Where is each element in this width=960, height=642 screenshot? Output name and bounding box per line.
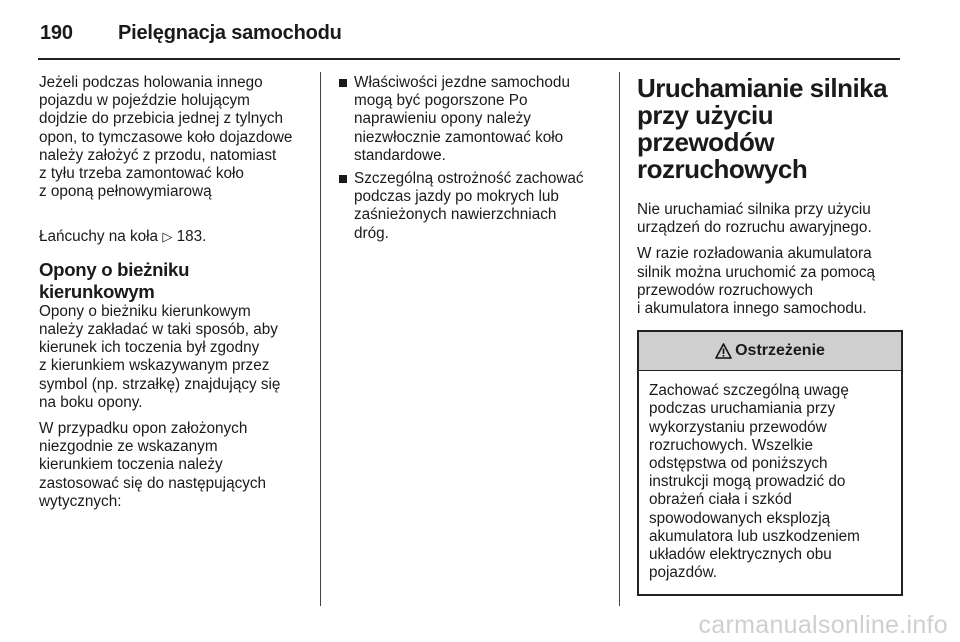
jump-start-paragraph: W razie rozładowania akumulatora silnik można uruchomić za pomocą przewodów rozruchowych i akumulatora innego samochodu. (637, 245, 876, 318)
warning-title: Ostrzeżenie (735, 342, 825, 360)
column-divider-right (619, 72, 620, 606)
watermark: carmanualsonline.info (698, 611, 948, 639)
list-item-text: Właściwości jezdne samochodu mogą być pogorszone Po naprawieniu opony należy niezwłocznie zamontować koło standardowe. (354, 74, 570, 164)
list-item-text: Szczególną ostrożność zachować podczas jazdy po mokrych lub zaśnieżonych nawierzchniach dróg. (354, 170, 584, 242)
towing-paragraph: Jeżeli podczas holowania innego pojazdu w pojeździe holującym dojdzie do przebicia jednej z tylnych opon, to tymczasowe koło dojazdowe należy założyć z przodu, natomiast z tyłu trzeba zamontować koło z oponą pełnowymiarową (39, 74, 293, 201)
column-left (39, 74, 307, 519)
wrong-direction-paragraph: W przypadku opon założonych niezgodnie ze wskazanym kierunkiem toczenia należy zastosować się do następujących wytycznych: (39, 420, 267, 510)
column-right (637, 74, 903, 596)
snow-chains-reference (39, 209, 307, 245)
warning-triangle-icon (715, 343, 732, 359)
bullet-list (339, 74, 601, 243)
header-divider (38, 58, 900, 60)
bullet-square-icon (339, 175, 347, 183)
jump-start-heading: Uruchamianie silnika przy użyciu przewodów rozruchowych (637, 73, 888, 184)
list-item (339, 170, 601, 243)
column-divider-left (320, 72, 321, 606)
page-reference-arrow-icon: ▷ (162, 228, 173, 244)
warning-text: Zachować szczególną uwagę podczas uruchamiania przy wykorzystaniu przewodów rozruchowych. Wszelkie odstępstwa od poniższych instrukcji mogą prowadzić do obrażeń ciała i szkód spowodowanych eksplozją akumulatora lub uszkodzeniem układów elektrycznych obu pojazdów. (649, 382, 860, 582)
jump-start-intro: Nie uruchamiać silnika przy użyciu urządzeń do rozruchu awaryjnego. (637, 201, 872, 237)
column-middle (339, 74, 601, 248)
list-item (339, 74, 601, 165)
page-header (40, 18, 342, 48)
directional-tyres-paragraph: Opony o bieżniku kierunkowym należy zakładać w taki sposób, aby kierunek ich toczenia był zgodny z kierunkiem wskazywanym przez symbol (np. strzałkę) znajdujący się na boku opony. (39, 302, 281, 411)
warning-box (637, 330, 903, 596)
snow-chains-text: Łańcuchy na koła (39, 227, 163, 245)
bullet-square-icon (339, 79, 347, 87)
section-title: Pielęgnacja samochodu (118, 21, 342, 44)
warning-header (639, 332, 901, 371)
page-number: 190 (40, 21, 73, 44)
directional-tyres-heading: Opony o bieżniku kierunkowym (39, 258, 190, 302)
snow-chains-page-ref[interactable]: 183. (176, 227, 207, 245)
